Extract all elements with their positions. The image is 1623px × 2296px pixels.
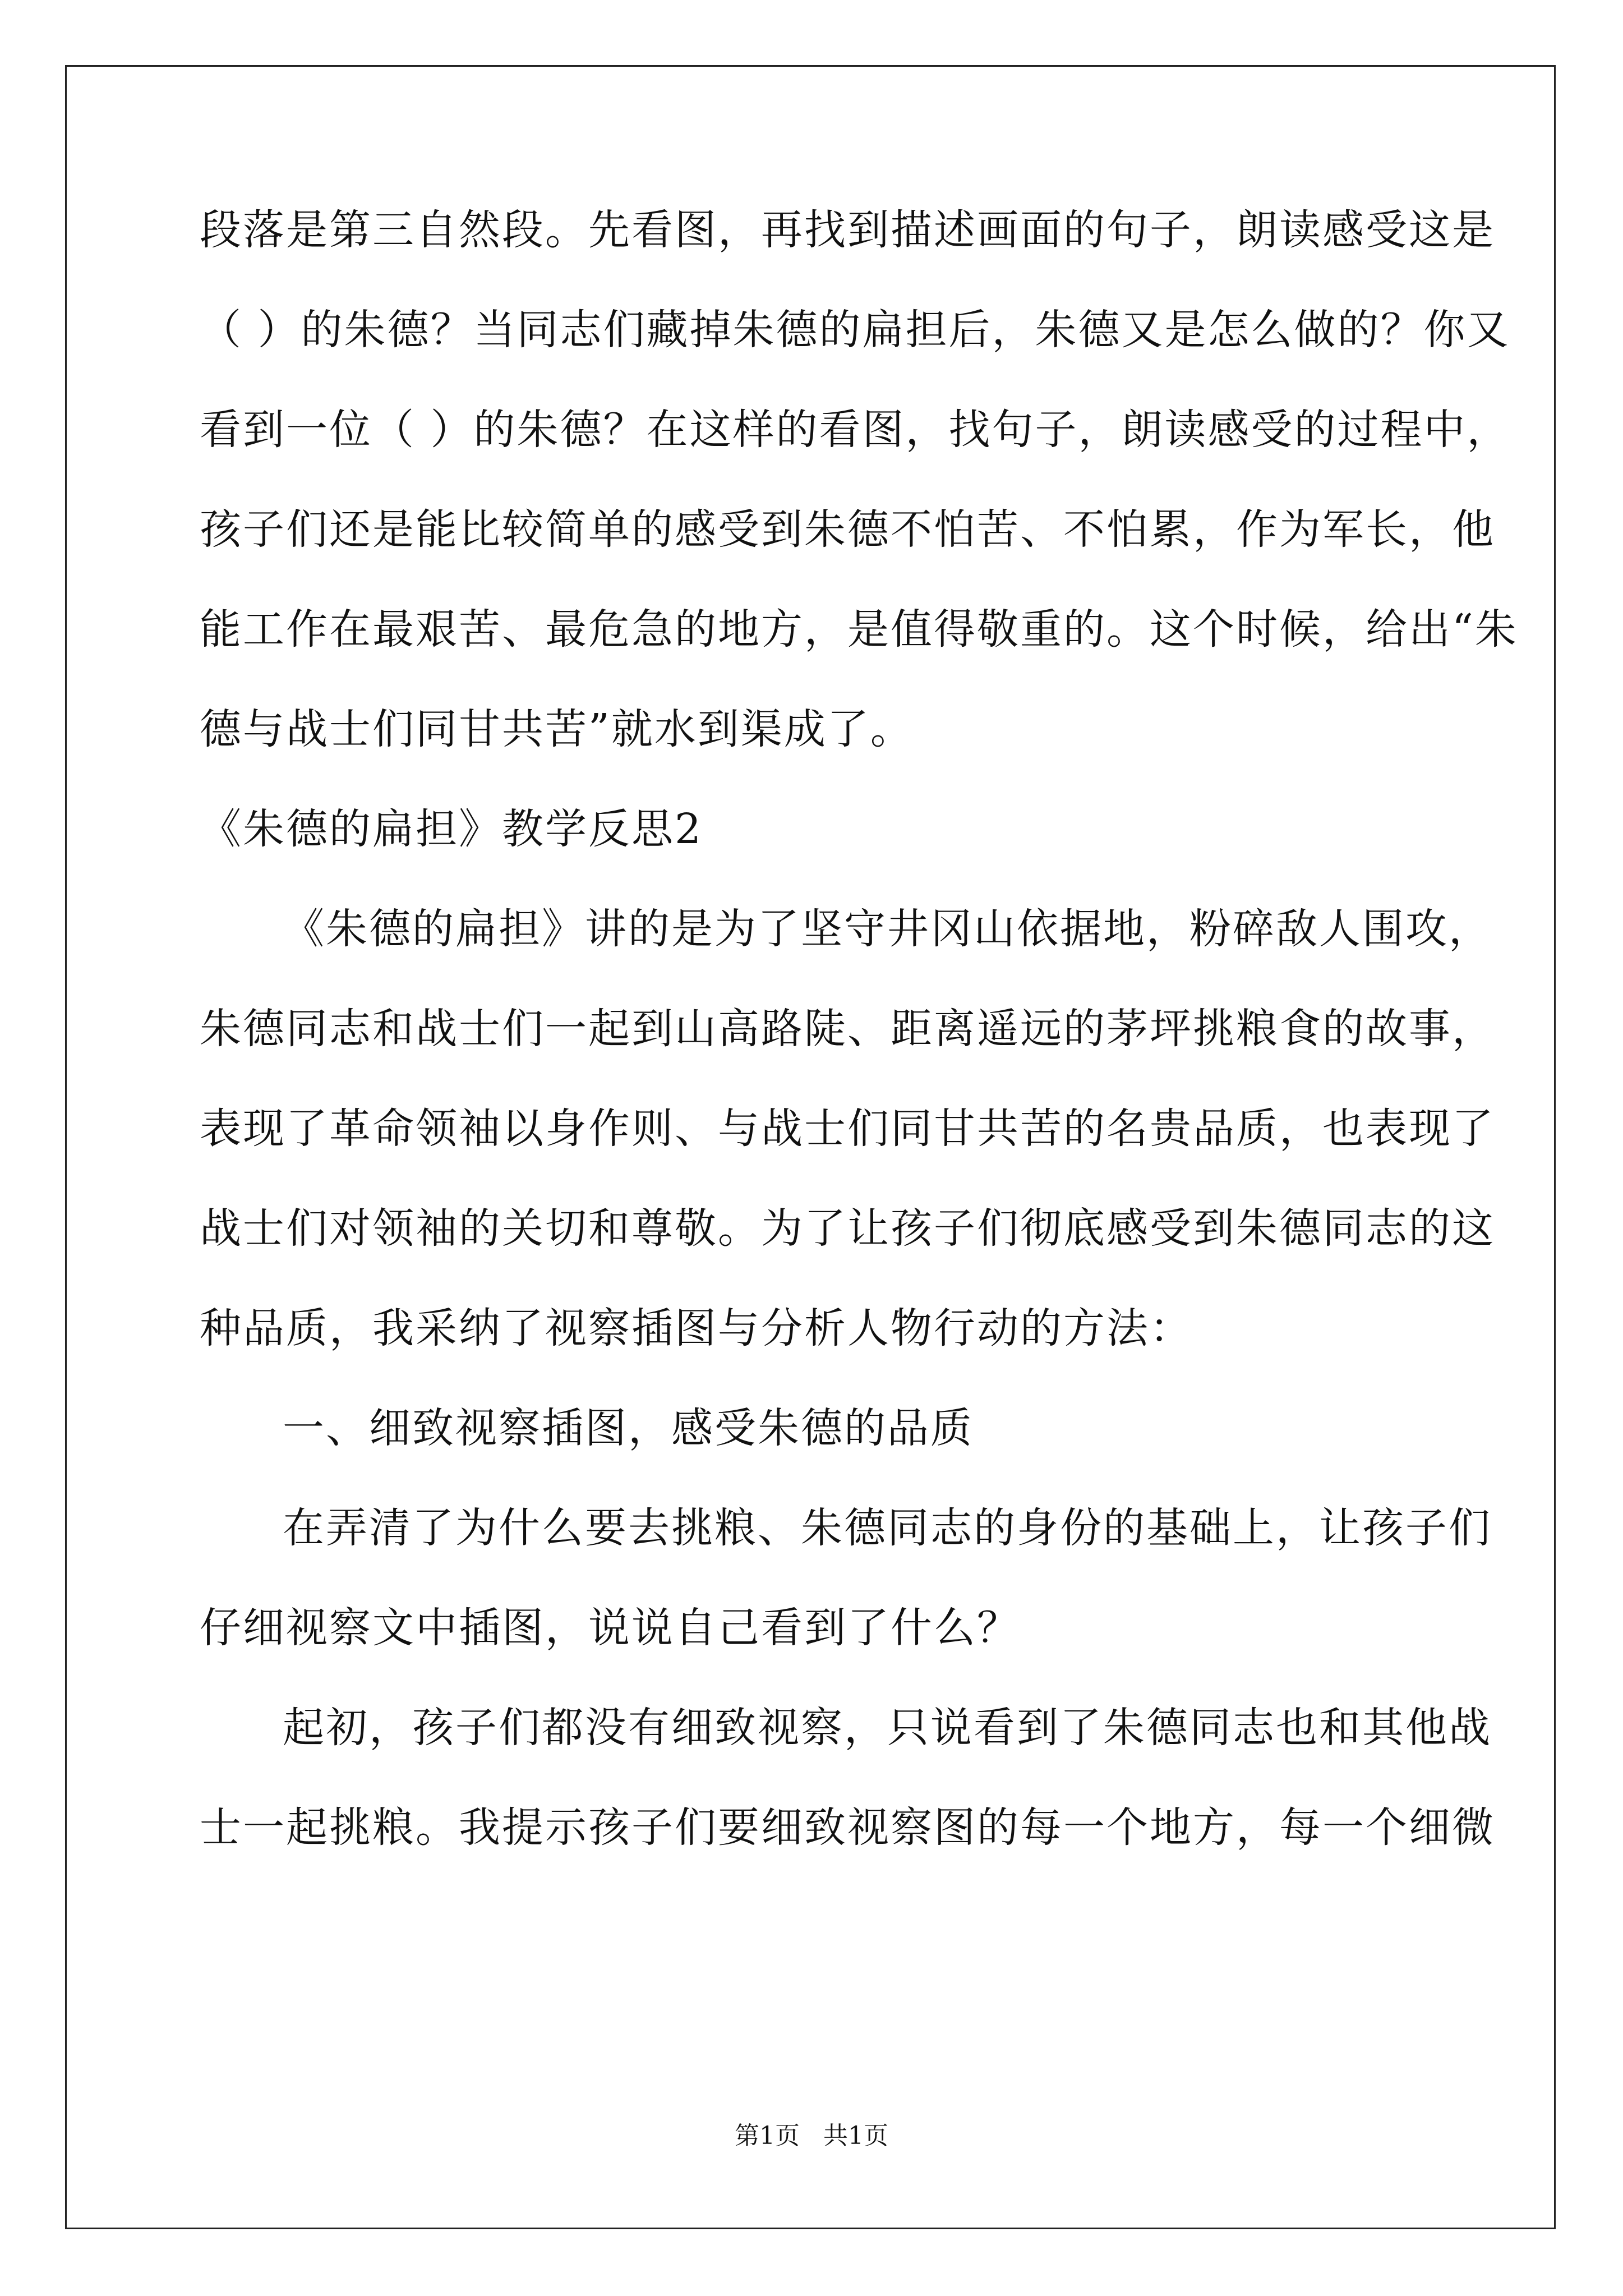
section-heading: 《朱德的扁担》教学反思2 xyxy=(200,805,703,853)
text-line: 看到一位（ ）的朱德？在这样的看图，找句子，朗读感受的过程中， xyxy=(200,406,1510,454)
text-line: 能工作在最艰苦、最危急的地方，是值得敬重的。这个时候，给出“朱 xyxy=(200,605,1518,654)
text-line: 战士们对领袖的关切和尊敬。为了让孩子们彻底感受到朱德同志的这 xyxy=(200,1204,1495,1253)
text-line: （ ）的朱德？当同志们藏掉朱德的扁担后，朱德又是怎么做的？你又 xyxy=(200,306,1510,354)
text-line: 段落是第三自然段。先看图，再找到描述画面的句子，朗读感受这是 xyxy=(200,206,1495,254)
text-line: 《朱德的扁担》讲的是为了坚守井冈山依据地，粉碎敌人围攻， xyxy=(283,905,1492,953)
text-line: 在弄清了为什么要去挑粮、朱德同志的身份的基础上，让孩子们 xyxy=(283,1504,1492,1552)
text-line: 朱德同志和战士们一起到山高路陡、距离遥远的茅坪挑粮食的故事， xyxy=(200,1005,1495,1053)
text-line: 德与战士们同甘共苦”就水到渠成了。 xyxy=(200,705,914,753)
page-number-footer: 第1页 共1页 xyxy=(735,2122,888,2150)
text-line: 士一起挑粮。我提示孩子们要细致视察图的每一个地方，每一个细微 xyxy=(200,1803,1495,1852)
text-line: 表现了革命领袖以身作则、与战士们同甘共苦的名贵品质，也表现了 xyxy=(200,1105,1495,1153)
text-line: 仔细视察文中插图，说说自己看到了什么？ xyxy=(200,1604,1020,1652)
text-line: 孩子们还是能比较简单的感受到朱德不怕苦、不怕累，作为军长，他 xyxy=(200,505,1495,554)
subheading: 一、细致视察插图，感受朱德的品质 xyxy=(283,1404,974,1452)
text-line: 起初，孩子们都没有细致视察，只说看到了朱德同志也和其他战 xyxy=(283,1704,1492,1752)
text-line: 种品质，我采纳了视察插图与分析人物行动的方法： xyxy=(200,1304,1193,1352)
